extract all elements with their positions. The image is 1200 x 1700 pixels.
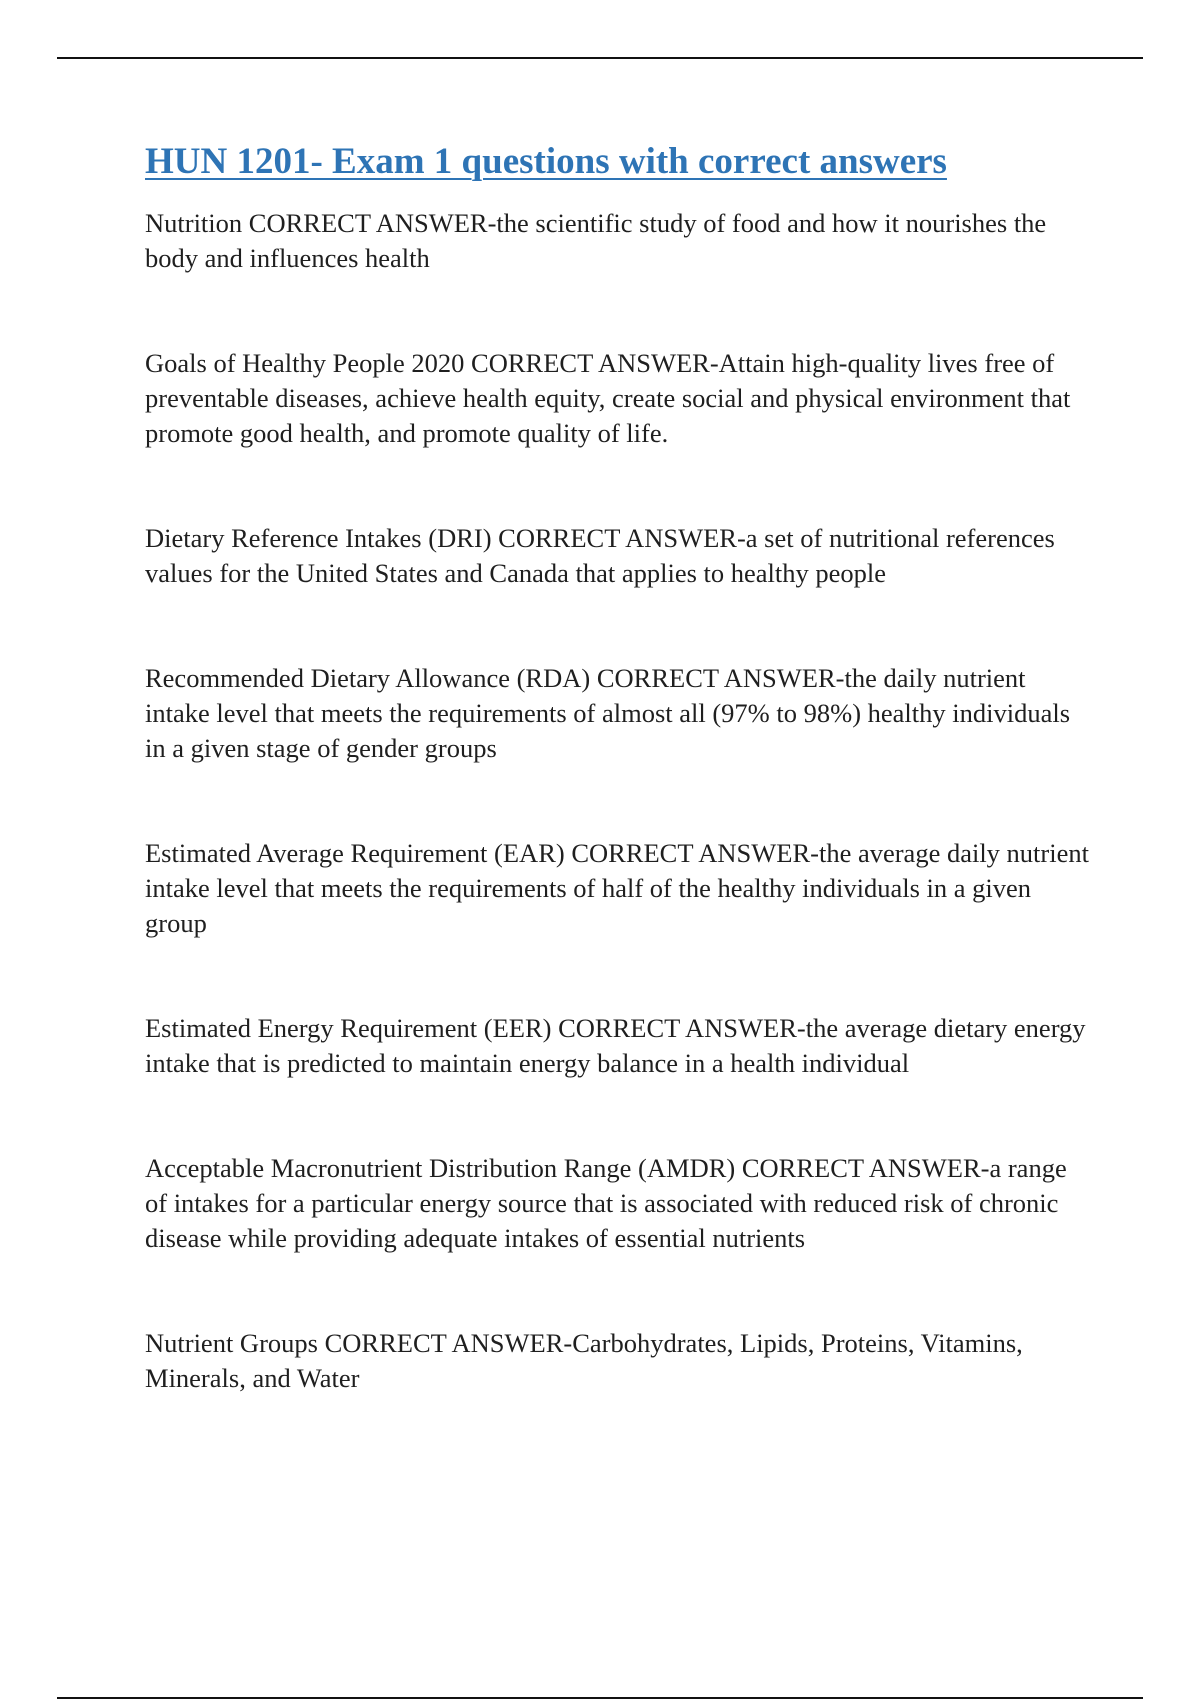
qa-label: CORRECT ANSWER	[741, 1153, 981, 1183]
qa-term: Acceptable Macronutrient Distribution Range (AMDR)	[145, 1153, 736, 1183]
qa-label: CORRECT ANSWER	[596, 663, 836, 693]
qa-answer: Carbohydrates, Lipids, Proteins, Vitamins, Minerals, and Water	[145, 1328, 1023, 1393]
qa-answer: the average daily nutrient intake level that meets the requirements of half of the healthy individuals in a given group	[145, 838, 1089, 938]
qa-term: Estimated Average Requirement (EAR)	[145, 838, 565, 868]
qa-answer: the scientific study of food and how it nourishes the body and influences health	[145, 208, 1047, 273]
qa-term: Dietary Reference Intakes (DRI)	[145, 523, 492, 553]
qa-item: Estimated Energy Requirement (EER) CORRECT ANSWER-the average dietary energy intake that is predicted to maintain energy balance in a health individual	[145, 1013, 1086, 1078]
qa-label: CORRECT ANSWER	[471, 348, 710, 378]
qa-answer: the daily nutrient intake level that meets the requirements of almost all (97% to 98%) healthy individuals in a given stage of gender groups	[145, 663, 1071, 763]
qa-term: Goals of Healthy People 2020	[145, 348, 465, 378]
qa-item: Recommended Dietary Allowance (RDA) CORRECT ANSWER-the daily nutrient intake level that meets the requirements of almost all (97% to 98%) healthy individuals in a given stage of gender groups	[145, 663, 1071, 763]
top-rule	[57, 57, 1143, 59]
qa-term: Estimated Energy Requirement (EER)	[145, 1013, 552, 1043]
document-body	[145, 140, 1095, 1466]
qa-item: Goals of Healthy People 2020 CORRECT ANSWER-Attain high-quality lives free of preventable diseases, achieve health equity, create social and physical environment that promote good health, and promote quality of life.	[145, 348, 1071, 448]
qa-term: Nutrient Groups	[145, 1328, 318, 1358]
qa-label: CORRECT ANSWER	[498, 523, 737, 553]
qa-term: Nutrition	[145, 208, 243, 238]
qa-item: Nutrition CORRECT ANSWER-the scientific study of food and how it nourishes the body and influences health	[145, 208, 1047, 273]
qa-answer: a set of nutritional references values for the United States and Canada that applies to healthy people	[145, 523, 1055, 588]
qa-label: CORRECT ANSWER	[571, 838, 811, 868]
qa-answer: the average dietary energy intake that is predicted to maintain energy balance in a health individual	[145, 1013, 1086, 1078]
qa-label: CORRECT ANSWER	[324, 1328, 564, 1358]
qa-term: Recommended Dietary Allowance (RDA)	[145, 663, 591, 693]
qa-item: Nutrient Groups CORRECT ANSWER-Carbohydrates, Lipids, Proteins, Vitamins, Minerals, and Water	[145, 1328, 1023, 1393]
qa-item: Estimated Average Requirement (EAR) CORRECT ANSWER-the average daily nutrient intake level that meets the requirements of half of the healthy individuals in a given group	[145, 838, 1089, 938]
qa-answer: a range of intakes for a particular energy source that is associated with reduced risk of chronic disease while providing adequate intakes of essential nutrients	[145, 1153, 1067, 1253]
qa-label: CORRECT ANSWER	[558, 1013, 797, 1043]
bottom-rule	[57, 1697, 1143, 1699]
document-title: HUN 1201- Exam 1 questions with correct answers	[145, 141, 947, 182]
qa-answer: Attain high-quality lives free of preventable diseases, achieve health equity, create social and physical environment that promote good health, and promote quality of life.	[145, 348, 1071, 448]
qa-item: Dietary Reference Intakes (DRI) CORRECT ANSWER-a set of nutritional references values for the United States and Canada that applies to healthy people	[145, 523, 1055, 588]
qa-label: CORRECT ANSWER	[248, 208, 488, 238]
qa-item: Acceptable Macronutrient Distribution Range (AMDR) CORRECT ANSWER-a range of intakes for a particular energy source that is associated with reduced risk of chronic disease while providing adequate intakes of essential nutrients	[145, 1153, 1067, 1253]
